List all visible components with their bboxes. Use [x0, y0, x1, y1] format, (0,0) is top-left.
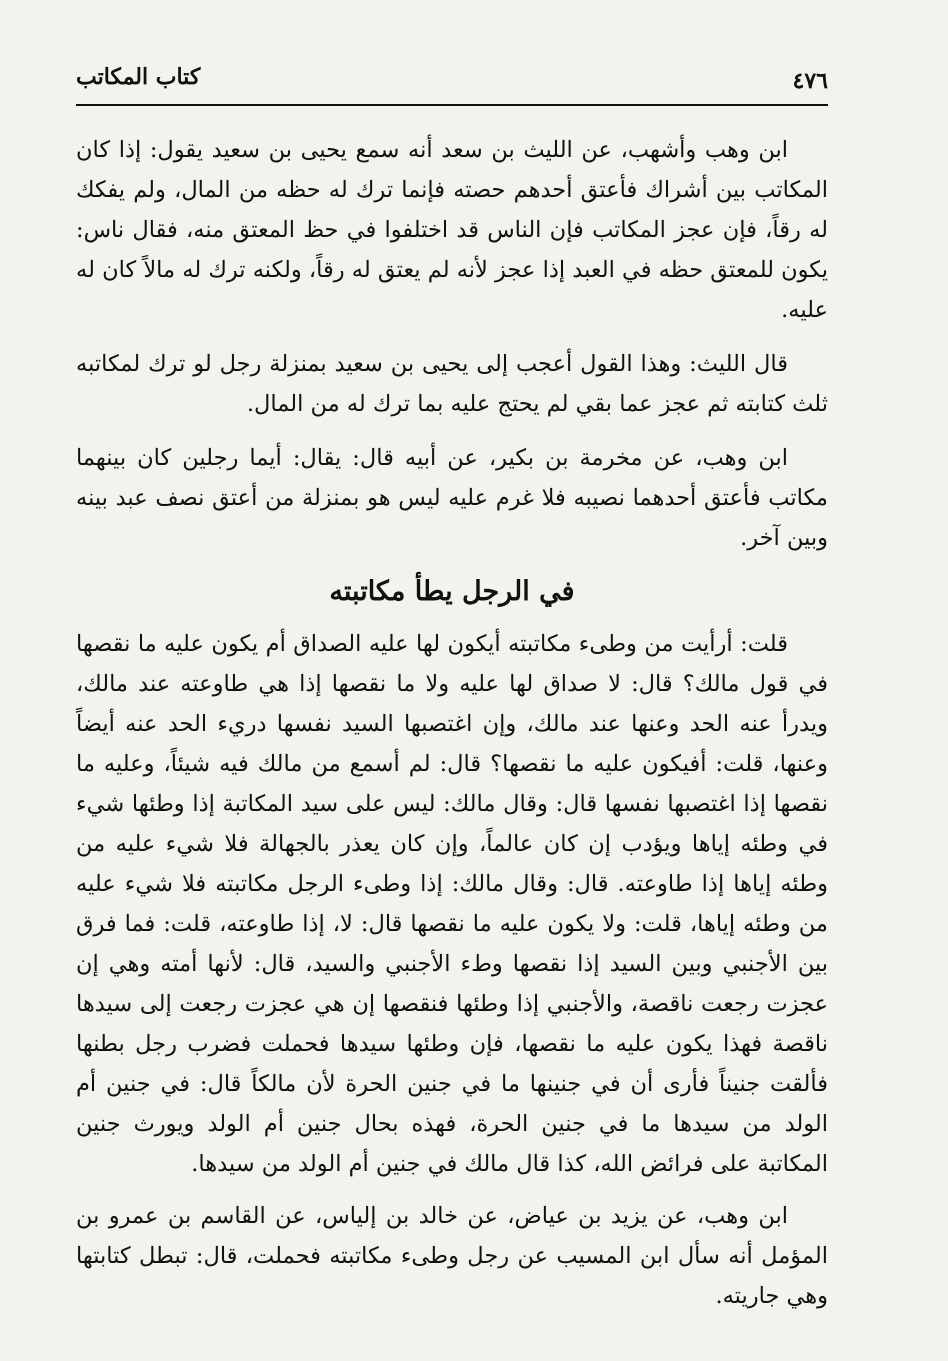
paragraph-ibn-al-musayyib: ابن وهب، عن يزيد بن عياض، عن خالد بن إلياس، عن القاسم بن عمرو بن المؤمل أنه سأل ابن المسيب عن رجل وطىء مكاتبته فحملت، قال: تبطل كتابتها وهي جاريته.	[76, 1203, 828, 1309]
page-header	[76, 58, 828, 106]
paragraph-ibn-wahb-ashhab: ابن وهب وأشهب، عن الليث بن سعد أنه سمع يحيى بن سعيد يقول: إذا كان المكاتب بين أشراك فأعتق أحدهم حصته فإنما ترك له حظه من المال، ولم يفكك له رقاً، فإن عجز المكاتب فإن الناس قد اختلفوا في حظ المعتق منه، فقال ناس: يكون للمعتق حظه في العبد إذا عجز لأنه لم يعتق له رقاً، ولكنه ترك له مالاً كان له عليه.	[76, 137, 828, 323]
paragraph-question-section: قلت: أرأيت من وطىء مكاتبته أيكون لها عليه الصداق أم يكون عليه ما نقصها في قول مالك؟ قال: لا صداق لها عليه ولا ما نقصها إذا هي طاوعته عند مالك، ويدرأ عنه الحد وعنها عند مالك، وإن اغتصبها السيد نفسها دريء الحد عنه أيضاً وعنها، قلت: أفيكون عليه ما نقصها؟ قال: لم أسمع من مالك فيه شيئاً، وعليه ما نقصها إذا اغتصبها نفسها قال: وقال مالك: ليس على سيد المكاتبة إذا وطئها شيء في وطئه إياها ويؤدب إن كان عالماً، وإن كان يعذر بالجهالة فلا شيء عليه من وطئه إياها إذا طاوعته. قال: وقال مالك: إذا وطىء الرجل مكاتبته فلا شيء عليه من وطئه إياها، قلت: ولا يكون عليه ما نقصها قال: لا، إذا طاوعته، قلت: فما فرق بين الأجنبي وبين السيد إذا نقصها وطء الأجنبي والسيد، قال: لأنها أمته وهي إن عجزت رجعت ناقصة، والأجنبي إذا وطئها فنقصها إن هي عجزت رجعت إلى سيدها ناقصة فهذا يكون عليه ما نقصها، فإن وطئها سيدها فحملت فضرب رجل بطنها فألقت جنيناً فأرى أن في جنينها ما في جنين الحرة لأن مالكاً قال: في جنين أم الولد من سيدها ما في جنين الحرة، فهذه بحال جنين أم الولد ويورث جنين المكاتبة على فرائض الله، كذا قال مالك في جنين أم الولد من سيدها.	[76, 631, 828, 1177]
paragraph-makhrama: ابن وهب، عن مخرمة بن بكير، عن أبيه قال: يقال: أيما رجلين كان بينهما مكاتب فأعتق أحدهما نصيبه فلا غرم عليه ليس هو بمنزلة من أعتق نصف عبد بينه وبين آخر.	[76, 445, 828, 551]
running-title: كتاب المكاتب	[76, 64, 201, 90]
page-number: ٤٧٦	[792, 68, 828, 94]
paragraph-al-layth: قال الليث: وهذا القول أعجب إلى يحيى بن سعيد بمنزلة رجل لو ترك لمكاتبه ثلث كتابته ثم عجز عما بقي لم يحتج عليه بما ترك له من المال.	[76, 351, 828, 417]
page-body	[76, 130, 828, 1330]
section-heading: في الرجل يطأ مكاتبته	[329, 576, 575, 607]
